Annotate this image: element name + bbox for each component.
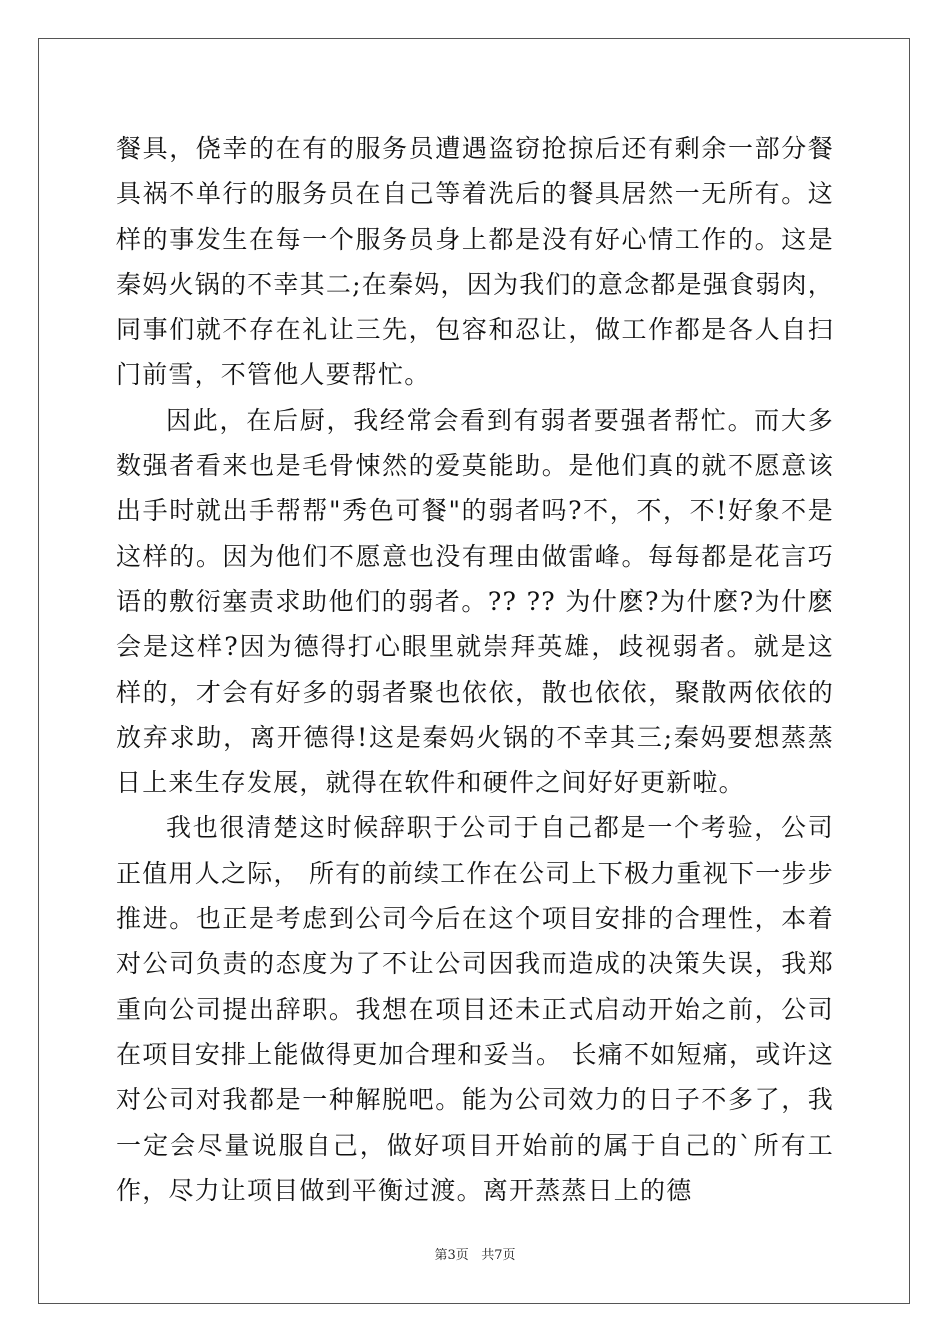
page-number: 第3页	[434, 1248, 469, 1263]
page-total: 共7页	[481, 1248, 516, 1263]
paragraph-2: 因此，在后厨，我经常会看到有弱者要强者帮忙。而大多数强者看来也是毛骨悚然的爱莫能助。是他们真的就不愿意该出手时就出手帮帮"秀色可餐"的弱者吗?不，不，不!好象不是这样的。因为他们不愿意也没有理由做雷峰。每每都是花言巧语的敷衍塞责求助他们的弱者。?? ?? 为什麽?为什麽?为什麽会是这样?因为德得打心眼里就崇拜英雄，歧视弱者。就是这样的，才会有好多的弱者聚也依依，散也依依，聚散两依依的放弃求助，离开德得!这是秦妈火锅的不幸其三;秦妈要想蒸蒸日上来生存发展，就得在软件和硬件之间好好更新啦。	[116, 405, 834, 798]
page-footer	[0, 1244, 950, 1263]
paragraph-1: 餐具，侥幸的在有的服务员遭遇盗窃抢掠后还有剩余一部分餐具祸不单行的服务员在自己等着洗后的餐具居然一无所有。这样的事发生在每一个服务员身上都是没有好心情工作的。这是秦妈火锅的不幸其二;在秦妈，因为我们的意念都是强食弱肉，同事们就不存在礼让三先，包容和忍让，做工作都是各人自扫门前雪，不管他人要帮忙。	[116, 134, 834, 390]
paragraph-3: 我也很清楚这时候辞职于公司于自己都是一个考验，公司正值用人之际， 所有的前续工作在公司上下极力重视下一步步推进。也正是考虑到公司今后在这个项目安排的合理性，本着对公司负责的态度为了不让公司因我而造成的决策失误，我郑重向公司提出辞职。我想在项目还未正式启动开始之前，公司在项目安排上能做得更加合理和妥当。 长痛不如短痛，或许这对公司对我都是一种解脱吧。能为公司效力的日子不多了，我一定会尽量说服自己，做好项目开始前的属于自己的`所有工作，尽力让项目做到平衡过渡。离开蒸蒸日上的德	[116, 813, 834, 1205]
document-body	[116, 126, 834, 1213]
